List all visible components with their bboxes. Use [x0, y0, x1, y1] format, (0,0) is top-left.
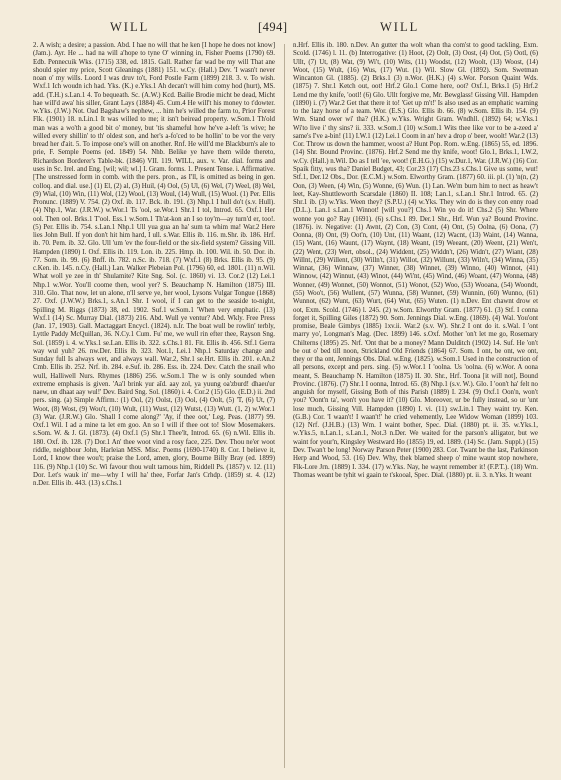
header-headword-left: WILL: [110, 20, 150, 34]
header-headword-right: WILL: [380, 20, 420, 34]
left-column: [33, 42, 275, 770]
right-column: [293, 42, 538, 770]
left-column-text: 2. A wish; a desire; a passion. Abd. I hae no will that he ken [I hope he does not know] (Jam.). Ayr. He ... had na will a'hope to tyne O' winning in, Fisher Poems (1790) 69. Edb. Pennecuik Wks. (1715) 338, ed. 1815. Gall. Rather far wad be my will That ane should spier my price, Scott Gleanings (1881) 151. w.Cy. (Hall.) Dev. 'I wasn't never noan o' my wills. Loord I was druv to't, Ford Postle Farm (1899) 218. 3. v. To wish. Wxf.1 Ich woudn ich had. Yks. (K.) e.Yks.1 Ah decan't will him comy hod (hurt), MS. add. (T.H.) s.Lan.1 4. To bequeath. Sc. (A.W.) Kcd. Bailie Brodie micht be dead, Micht hae will'd awa' his siller, Grant Lays (1884) 45. Cum.4 He will't his money to t'dowter. w.Yks. (J.W.) Not. Oad Bagshaw's nephew, ... him he's willed the farm to, Prior Forest Flk. (1901) 18. n.Lin.1 It was willed to me; it isn't beiread property. w.Som.1 Th'old man was a wo'th a good bit o' money, but 'tis shameful how he've a-left 'is wive; he willed every shillin' to th' oldest son, and her's a-fo'ced to be hollin' to be vor the very bread her d'ait. 5. To impose one's will on another. Rnf. He will'd me Blackburn's ale to prie, F. Semple Poems (ed. 1849) 54. Nhb. Belike ye have them wilde thereto, Richardson Borderer's Table-bk. (1846) VII. 119. WILL, aux. v. Var. dial. forms and uses in Sc. Irel. and Eng. [wil; wil; wl.] I. Gram. forms. 1. Present Tense. i. Affirmative. [The unstressed form in comb. with the pers. pron., as I'll, is omitted as being in gen. colloq. and dial. use.] (1) El, (2) al, (3) Huil, (4) Ool, (5) Ul, (6) Wel, (7) Weel, (8) Wel, (9) Wial, (10) Win, (11) Wol, (12) Wool, (13) Woul, (14) Wull, (15) Wuol. (1) Per. Ellis Pronunc. (1889) V. 754. (2) Oxf. ib. 117. Bck. ib. 191. (3) Nhp.1 I hull do't (s.v. Hull). (4) Nhp.1, War. (J.R.W.) w.Wor.1 Ts 'ool, se.Wor.1 Shr.1 I tol, Introd. 65. Oxf.1 Her ool. Then ool. Brks.1 T'ool. Ess.1 w.Som.1 Th'at-kon an I so toy'm—ay turn'd er, too!. (5) Per. Ellis ib. 754. s.Lan.1 Nhp.1 Ull yua gua an ha' sum ta whim ma! War.2 Here lies John Bull. If yon don't hit him hard, I ull. s.War. Ellis ib. 116. m.Shr. ib. 186. Hrf. ib. 70. Pem. ib. 32. Glo. Ull 'um 'ev the four-field or the six-field system? Gissing Vill. Hampden (1890) I. Oxf. Ellis ib. 119. Lon. ib. 225. Hmp. ib. 100. Wil. ib. 50. Dor. ib. 77. Som. ib. 99. (6) Bnff. ib. 782. n.Sc. ib. 718. (7) Wxf.1 (8) Brks. Ellis ib. 95. (9) c.Ken. ib. 145. n.Cy. (Hall.) Lan. Walker Plebeian Pol. (1796) 60, ed. 1801. (11) n.Wil. What woll ye zee in th' Shulamite? Kite Sng. Sol. (c. 1860) vi. 13. Cor.2 (12) Lei.1 Nhp.1 w.Wor. You'll coome then, wool yer? S. Beauchamp N. Hamilton (1875) III. 310. Glo. That now, let un alone, n'll serve ye, her wool, Lysons Vulgar Tongue (1868) 27. Oxf. (J.W.W.) Brks.1, s.An.1 Shr. I wool, if I can get to the seaside to-night, Spilling M. Riggs (1873) 38, ed. 1902. Suf.1 w.Som.1 'When very emphatic. (13) Wxf.1 (14) Sc. Murray Dial. (1873) 216. Abd. Wull ye ventur? Abd. Wkly. Free Press (Jan. 17, 1903). Gall. Mactaggart Encycl. (1824). n.Ir. The boat wull be rowlin' terbly, Lyttle Paddy McQuillan, 36. N.Cy.1 Cum. Fu' me, we wull rin efter thee, Rayson Sng. Sol. (1859) i. 4. w.Yks.1 se.Lan. Ellis ib. 322. s.Chs.1 81. Fit. Ellis ib. 456. Stf.1 Gerra way wul yuh? 26. nw.Der. Ellis ib. 323. Not.1, Lei.1 Nhp.1 Saturday change and Sunday full Is always wet, and always wall. War.2, Shr.1 se.Hrt. Ellis ib. 201. e.An.2 Cmb. Ellis ib. 252. Nrf. ib. 284. e.Suf. ib. 286. Ess. ib. 224. Dev. Catch the snail who wull, Halliwell Nurs. Rhymes (1886) 256. w.Som.1 The w is only sounded when extreme emphasis is given. 'Aa'l brink yur aīd. aay zol, ya yuung oa'zburd! dhaeu'ur naew, un dhaat aay wul!' Dev. Baird Sng. Sol. (1860) i. 4. Cor.2 (15) Glo. (E.D.) ii. 2nd pers. sing. (a) Simple Affirm.: (1) Ool, (2) Oolst, (3) Ool, (4) Oolt, (5) 'T, (6) Ut, (7) Woot, (8) Wost, (9) Wou't, (10) Wult, (11) Wust, (12) Wutst, (13) Wutt. (1, 2) w.Wor.1 (3) War. (J.R.W.) Glo. 'Shall I come along?' 'Ay, if thee oot,' Leg. Peas. (1877) 99. Oxf.1 Wil. I ad a mine ta let em goo. An so I will if thee oot to! Slow Mosemakers. s.Som. W. & J. Gl. (1873). (4) Oxf.1 (5) Shr.1 Thee'lt, Introd. 65. (6) n.Wil. Ellis ib. 180. Oxf. ib. 128. (7) Dor.1 An' thee woot vind a rosy face, 225. Dev. Thou ne'er woot riddle, neighbour John, Harleian MSS. Misc. Poems (1690-1740) 8. Cor. I believe it, Lord, I know thee wou't; praise the Lord, amen, glory, Bourne Billy Bray (ed. 1899) 116. (9) Nhp.1 (10) Sc. Wi favour thou wult tarnous him, Riddell Ps. (1857) v. 12. (11) Dor. Let's wauk in' me—why I will ha' thee, Forfar Jan's Crhdp. (1859) st. 4. (12) n.Der. Ellis ib. 443. (13) s.Chs.1: [33, 42, 275, 488]
right-column-text: n.Hrf. Ellis ib. 180. n.Dev. An gutter tha wolt whan tha com'st to good tackling, Exm. Scold. (1746) l. 11. (b) Interrogative: (1) Hoot, (2) Oolt, (3) Oost, (4) Oot, (5) Ootl, (6) Ullt, (7) Ut, (8) Wat, (9) Wi't, (10) Wits, (11) Woodst, (12) Woolt, (13) Woost, (14) Woot, (15) Wult, (16) Wus, (17) Wut. (1) Wil. Slow Gl. (1892). Som. Swetman Wincanton Gl. (1885). (2) Brks.1 (3) n.Wor. (H.K.) (4) s.Wor. Porson Quaint Wds. (1875) 7. Shr.1 Ketch out, oot! Hrf.2 Glo.1 Come here, oot? Oxf.1, Brks.1 (5) Hrf.2 Lend me thy knife, 'ootl! (6) Glo. Ullt forgive me, Mr. Bewglass! Gissing Vill. Hampden (1890) i. (7) War.2 Get that there it to! 'Get up m't!' Is also used as an emphatic warning to the lazy horse of a team. Wor. (E.S.) Glo. Ellis ib. 66. (8) w.Som. Ellis ib. 154. (9) Wm. Stand ower wi' tha? (H.K.) w.Yks. Wright Gram. Wndhll. (1892) 64; w.Yks.1 Wi'to live i' thy sins? ii. 333. w.Som.1 (10) w.Som.1 Wits thee like vor to be a-zeed a' same's I've a-bin! (11) I.W.1 (12) Lei.1 Coom in an' hev a drop o' beer, woolt! War.2 (13) Cor. Throw us down the hammer, woost a? Hunt Pop. Rom. w.Eng. (1865) 55, ed. 1896. (14) Shr. Bound Provinc. (1876). Hrf.2 Send me thy knife, woot! Glo.1, Brks.1, I.W.2, w.Cy. (Hall.) n.Wil. Do as I tell 'ee, woot! (E.H.G.) (15) w.Dur.1, War. (J.R.W.) (16) Cor. Spaik fitty, wus tha? Daniel Budget, 43; Cor.23 (17) Chs.23 s.Chs.1 Give us some, wut! Stf.1, Der.12 Obs., Dor. (E.C.M.) w.Som. Elworthy Gram. (1877) 60. iii. pl. (1) 'n(n, (2) Oon, (3) Ween, (4) Win, (5) Wonne, (6) Wun. (1) Lan. We'm burn him to nect as heaw't leet, Kay-Shuttleworth Scarsdale (1860) II. 108; Lan.1, s.Lan.1 Shr.1 Introd. 65. (2) Shr.1 ib. (3) w.Yks. Ween they? (S.P.U.) (4) w.Yks. They win do is they con enny road (D.L.). Lan.1 s.Lan.1 Winnot! [will you?] Chs.1 Win yo do it! Chs.2 (5) Shr. Where wonne you go? Ray (1691). (6) s.Chs.1 89. Der.1 Shr., Hrf. Wun ya? Bound Provinc. (1876). iv. Negative: (1) Awnt, (2) Con, (3) Cont, (4) Ont, (5) Oolna, (6) Oona, (7) Oonna, (8) Ont, (9) Oot'n, (10) Unt, (11) Waant, (12) Wacnt, (13) Waint, (14) Wanna, (15) Want, (16) Waunt, (17) Waynt, (18) Weant, (19) Weeant, (20) Weent, (21) Wen't, (22) Went, (23) Wert, obsol., (24) Widdent, (25) Widdn't, (26) Widn't, (27) Wiant, (28) Willnt, (29) Willent, (30) Willn't, (31) Willot, (32) Willunt, (33) Wiln't, (34) Winna, (35) Winnat, (36) Winnaw, (37) Winner, (38) Winnet, (39) Winno, (40) Winnot, (41) Winnow, (42) Winnut, (43) Winot, (44) Wi'nt, (45) Wind, (46) Woant, (47) Wonna, (48) Wonner, (49) Wonnet, (50) Wonnot, (51) Wonot, (52) Woo, (53) Wooana, (54) Woondt, (55) Woo't, (56) Wullent, (57) Wunna, (58) Wunnet, (59) Wunnin, (60) Wunno, (61) Wunnot, (62) Wunt, (63) Wurt, (64) Wut, (65) Wuten. (1) n.Dev. Ent chawnt drow et oot, Exm. Scold. (1746) l. 245. (2) w.Som. Elworthy Gram. (1877) 61. (3) Stf. I conna forget it, Spilling Giles (1872) 90. Som. Jennings Dial. w.Eng. (1869). (4) Wal. You'ont promise, Beale Gimbys (1885) 1xv.ii. War.2 (s.v. W). Shr.2 I ont do it. s.Wal. I 'ont marry yo', Longman's Mag. (Dec. 1899) 146. s.Oxf. Mother 'on't let me go, Rosemary Chilterns (1895) 25. Nrf. 'Ont that be a money? Mann Dulditch (1902) 14. Suf. He 'on't be out o' bed till noon, Strickland Old Friends (1864) 67. Som. I ont, be ont, we ont, they or tha ont, Jennings Obs. Dial. w.Eng. (1825). w.Som.1 Used in the construction of all persons, except and pers. sing. (5) w.Wor.1 I 'oolna. Us 'oolna. (6) w.Wor. A oona meant, S. Beauchamp N. Hamilton (1875) II. 30. Shr., Hrf. Toona [it will not], Bound Provinc. (1876). (7) Shr.1 I oonna, Introd. 65. (8) Nhp.1 (s.v. W.). Glo. I 'oon't ha' felt no anguish for myself, Gissing Both of this Parish (1889) I. 234. (9) Oxf.1 Oon'n, won't you? 'Oont'n ta', won't you have it? (10) Glo. Moreover, ur be fully instead, so ur 'unt lose much, Gissing Vill. Hampden (1890) I. vi. (11) sw.Lin.1 They waint try. Ken. (G.B.) Cor. 'I waan't! I waan't!' he cried vehemently, Lee Widow Woman (1899) 103. (12) Nrf. (J.H.B.) (13) Wm. I waint bother, Spec. Dial. (1880) pt. ii. 35. w.Yks.1, w.Yks.5, n.Lan.1, s.Lan.1, Not.3 n.Der. We waited for the parson's alligator, but we waint for your'n, Kingsley Westward Ho (1855) 19, ed. 1889. (14) Sc. (Jam. Suppl.) (15) Dev. Twan't be long! Norway Parson Peter (1900) 283. Cor. Twant be the last, Parkinson Herp and Wood, 53. (16) Dev. Why, thek blamed sheep o' mine waunt stop nowhere, Flk-Lore Jrn. (1889) I. 334. (17) w.Yks. Nay, he waynt remember it! (F.P.T.). (18) Wm. Thomas weant be tyhit wi gaain te t'skooal, Spec. Dial. (1880) pt. ii. 3. n.Yks. It weant: [293, 42, 538, 479]
column-divider: [284, 44, 285, 768]
running-header: [0, 20, 561, 42]
page-number: [494]: [258, 20, 288, 34]
